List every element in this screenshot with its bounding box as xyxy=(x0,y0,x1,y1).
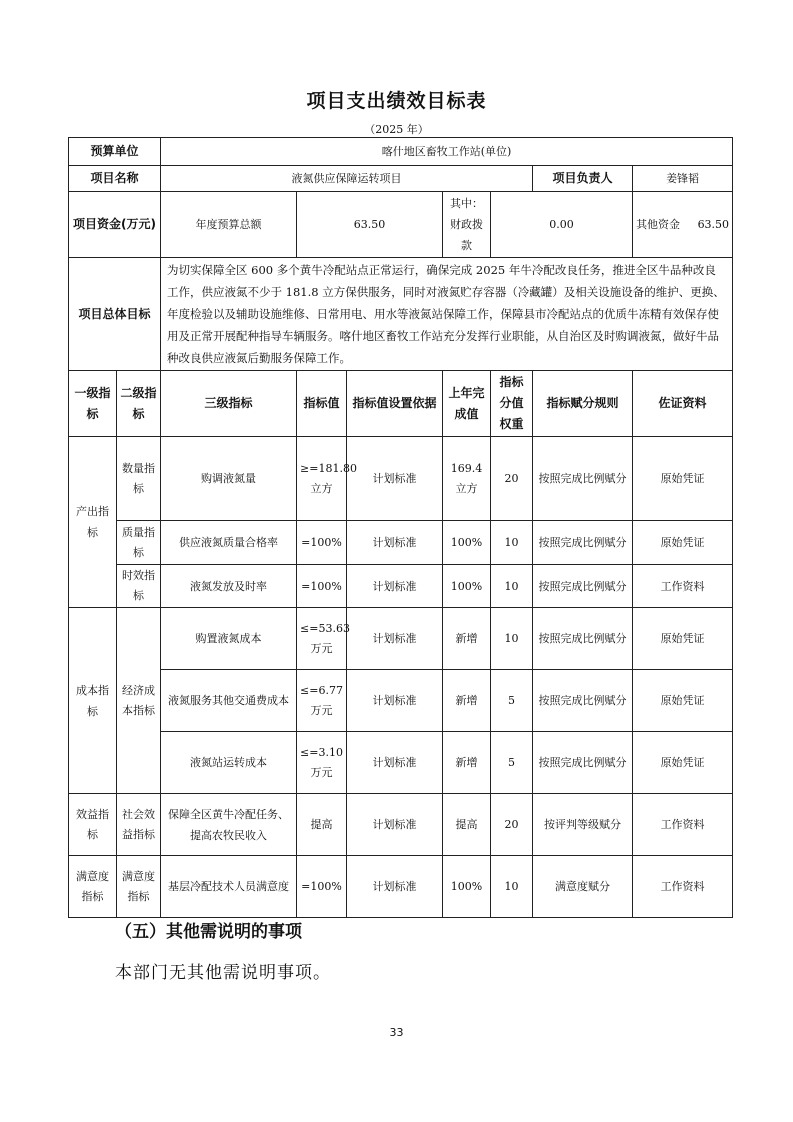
table-row xyxy=(69,732,733,794)
subgroup-quantity: 数量指标 xyxy=(117,437,161,521)
unit-label: 预算单位 xyxy=(69,138,161,166)
group-output: 产出指标 xyxy=(69,437,117,608)
subgroup-social-benefit: 社会效益指标 xyxy=(117,794,161,856)
indicator-value: ≤=3.10万元 xyxy=(297,732,347,794)
indicator-evidence: 工作资料 xyxy=(633,856,733,918)
indicator-rule: 按照完成比例赋分 xyxy=(533,565,633,608)
subgroup-quality: 质量指标 xyxy=(117,521,161,565)
fiscal-label: 其中：财政拨款 xyxy=(443,192,491,258)
indicator-rule: 按照完成比例赋分 xyxy=(533,521,633,565)
indicator-value: ≤=6.77万元 xyxy=(297,670,347,732)
indicator-last-year: 提高 xyxy=(443,794,491,856)
indicator-name: 液氮服务其他交通费成本 xyxy=(161,670,297,732)
indicator-weight: 5 xyxy=(491,670,533,732)
header-basis: 指标值设置依据 xyxy=(347,371,443,437)
section-heading: （五）其他需说明的事项 xyxy=(115,922,302,942)
project-name-label: 项目名称 xyxy=(69,166,161,192)
table-row xyxy=(69,856,733,918)
header-level3: 三级指标 xyxy=(161,371,297,437)
section-paragraph: 本部门无其他需说明事项。 xyxy=(115,963,331,983)
indicator-weight: 10 xyxy=(491,521,533,565)
overall-goal-text: 为切实保障全区 600 多个黄牛冷配站点正常运行，确保完成 2025 年牛冷配改良任务，推进全区牛品种改良工作，供应液氮不少于 181.8 立方保供服务，同时对液氮贮存容器（冷藏罐）及相关设施设备的维护、更换、年度检验以及辅助设施维修、日常用电、用水等液氮站保障工作，保障县市冷配站点的优质牛冻精有效保存使用及正常开展配种指导车辆服务。喀什地区畜牧工作站充分发挥行业职能，从自治区及时购调液氮，做好牛品种改良供应液氮后勤服务保障工作。 xyxy=(161,258,733,371)
indicator-weight: 5 xyxy=(491,732,533,794)
subgroup-satisfaction: 满意度指标 xyxy=(117,856,161,918)
table-row xyxy=(69,794,733,856)
indicator-value: =100% xyxy=(297,521,347,565)
indicator-name: 基层冷配技术人员满意度 xyxy=(161,856,297,918)
overall-goal-label: 项目总体目标 xyxy=(69,258,161,371)
indicator-last-year: 新增 xyxy=(443,608,491,670)
performance-table xyxy=(68,137,733,918)
indicator-basis: 计划标准 xyxy=(347,794,443,856)
unit-value: 喀什地区畜牧工作站(单位) xyxy=(161,138,733,166)
indicator-name: 购置液氮成本 xyxy=(161,608,297,670)
indicator-value: ≥=181.80立方 xyxy=(297,437,347,521)
header-weight: 指标分值权重 xyxy=(491,371,533,437)
year-label: （2025 年） xyxy=(364,123,429,136)
indicator-name: 购调液氮量 xyxy=(161,437,297,521)
indicator-weight: 20 xyxy=(491,794,533,856)
indicator-name: 液氮站运转成本 xyxy=(161,732,297,794)
indicator-weight: 20 xyxy=(491,437,533,521)
group-cost: 成本指标 xyxy=(69,608,117,794)
header-evidence: 佐证资料 xyxy=(633,371,733,437)
annual-total-value: 63.50 xyxy=(297,192,443,258)
indicator-value: =100% xyxy=(297,856,347,918)
indicator-name: 供应液氮质量合格率 xyxy=(161,521,297,565)
indicator-basis: 计划标准 xyxy=(347,521,443,565)
indicator-weight: 10 xyxy=(491,608,533,670)
other-fund-value: 63.50 xyxy=(697,218,730,231)
indicator-basis: 计划标准 xyxy=(347,437,443,521)
indicator-evidence: 原始凭证 xyxy=(633,521,733,565)
indicator-last-year: 100% xyxy=(443,521,491,565)
indicator-last-year: 新增 xyxy=(443,732,491,794)
indicator-basis: 计划标准 xyxy=(347,565,443,608)
group-satisfaction: 满意度指标 xyxy=(69,856,117,918)
group-benefit: 效益指标 xyxy=(69,794,117,856)
table-row xyxy=(69,565,733,608)
indicator-rule: 按评判等级赋分 xyxy=(533,794,633,856)
indicator-rule: 按照完成比例赋分 xyxy=(533,670,633,732)
indicator-last-year: 169.4立方 xyxy=(443,437,491,521)
indicator-last-year: 新增 xyxy=(443,670,491,732)
other-fund-label: 其他资金 xyxy=(636,218,681,231)
indicator-value: 提高 xyxy=(297,794,347,856)
indicator-weight: 10 xyxy=(491,565,533,608)
table-row xyxy=(69,521,733,565)
header-value: 指标值 xyxy=(297,371,347,437)
indicator-basis: 计划标准 xyxy=(347,732,443,794)
page-title: 项目支出绩效目标表 xyxy=(306,90,487,112)
indicator-evidence: 工作资料 xyxy=(633,565,733,608)
subgroup-timeliness: 时效指标 xyxy=(117,565,161,608)
project-lead-value: 姜锋韬 xyxy=(633,166,733,192)
header-level2: 二级指标 xyxy=(117,371,161,437)
indicator-last-year: 100% xyxy=(443,565,491,608)
annual-total-label: 年度预算总额 xyxy=(161,192,297,258)
indicator-evidence: 原始凭证 xyxy=(633,732,733,794)
header-last-year: 上年完成值 xyxy=(443,371,491,437)
indicator-rule: 按照完成比例赋分 xyxy=(533,732,633,794)
indicator-rule: 满意度赋分 xyxy=(533,856,633,918)
indicator-weight: 10 xyxy=(491,856,533,918)
indicator-name: 保障全区黄牛冷配任务、提高农牧民收入 xyxy=(161,794,297,856)
table-row xyxy=(69,437,733,521)
project-name-value: 液氮供应保障运转项目 xyxy=(161,166,533,192)
indicator-basis: 计划标准 xyxy=(347,856,443,918)
indicator-value: ≤=53.63万元 xyxy=(297,608,347,670)
indicator-rule: 按照完成比例赋分 xyxy=(533,608,633,670)
header-rule: 指标赋分规则 xyxy=(533,371,633,437)
project-lead-label: 项目负责人 xyxy=(533,166,633,192)
indicator-basis: 计划标准 xyxy=(347,670,443,732)
indicator-evidence: 工作资料 xyxy=(633,794,733,856)
fiscal-value: 0.00 xyxy=(491,192,633,258)
table-row xyxy=(69,608,733,670)
indicator-evidence: 原始凭证 xyxy=(633,608,733,670)
subgroup-economic-cost: 经济成本指标 xyxy=(117,608,161,794)
indicator-basis: 计划标准 xyxy=(347,608,443,670)
page-number: 33 xyxy=(389,1026,404,1039)
table-row xyxy=(69,670,733,732)
other-fund-cell xyxy=(633,192,733,258)
indicator-rule: 按照完成比例赋分 xyxy=(533,437,633,521)
fund-label: 项目资金(万元) xyxy=(69,192,161,258)
indicator-evidence: 原始凭证 xyxy=(633,670,733,732)
indicator-evidence: 原始凭证 xyxy=(633,437,733,521)
indicator-value: =100% xyxy=(297,565,347,608)
header-level1: 一级指标 xyxy=(69,371,117,437)
indicator-name: 液氮发放及时率 xyxy=(161,565,297,608)
indicator-last-year: 100% xyxy=(443,856,491,918)
